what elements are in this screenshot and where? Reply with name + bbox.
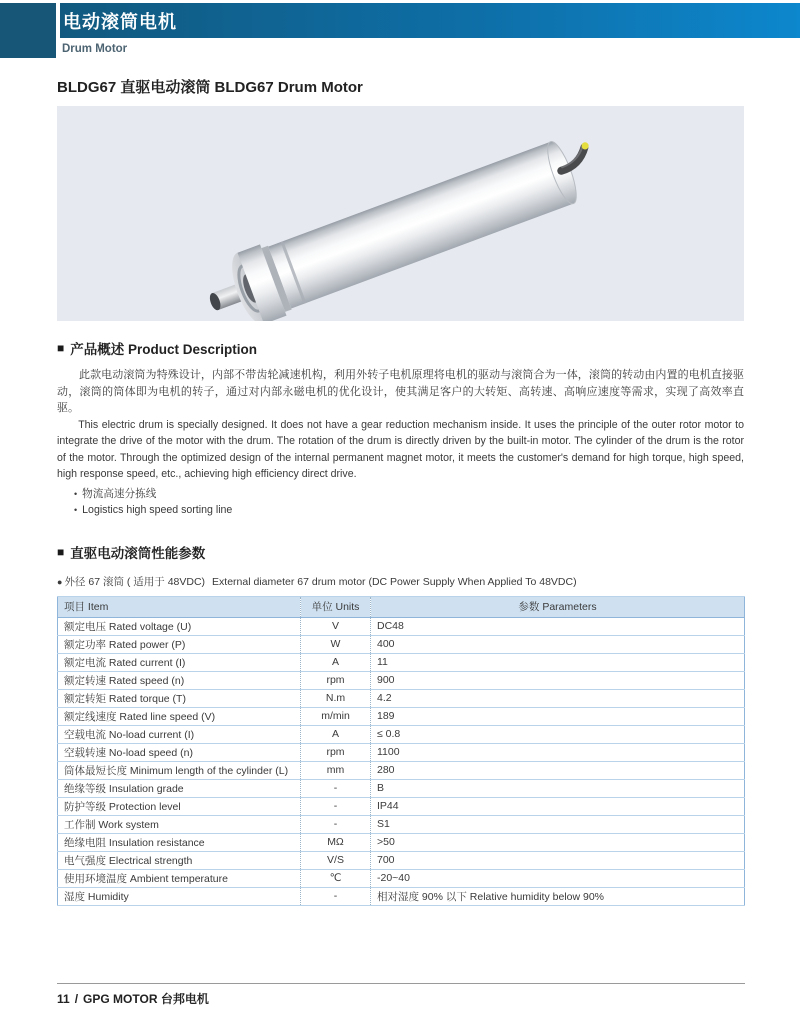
table-row <box>58 617 745 635</box>
cell-params: 400 <box>371 635 745 653</box>
bullet-icon: • <box>74 505 78 515</box>
drum-motor-photo <box>57 106 744 321</box>
bullet-icon: • <box>74 488 78 499</box>
cell-units: N.m <box>301 689 371 707</box>
cell-params: ≤ 0.8 <box>371 725 745 743</box>
page-header-bar <box>60 3 800 38</box>
cell-params: DC48 <box>371 617 745 635</box>
cell-item: 防护等级 Protection level <box>58 797 301 815</box>
drum-motor-illustration <box>57 106 744 321</box>
cell-units: A <box>301 653 371 671</box>
cell-units: MΩ <box>301 833 371 851</box>
section-heading-description <box>57 338 744 358</box>
note-dot-icon: ● <box>57 576 63 587</box>
page-number: 11 <box>57 992 70 1006</box>
list-item-label: 物流高速分拣线 <box>82 487 157 500</box>
cell-params: 189 <box>371 707 745 725</box>
section-heading-specs-label: 直驱电动滚筒性能参数 <box>70 545 206 561</box>
column-header-units: 单位 Units <box>301 596 371 617</box>
list-item-label: Logistics high speed sorting line <box>82 504 233 516</box>
brand-name: GPG MOTOR 台邦电机 <box>83 992 209 1006</box>
cell-item: 筒体最短长度 Minimum length of the cylinder (L) <box>58 761 301 779</box>
cell-units: V <box>301 617 371 635</box>
cell-units: A <box>301 725 371 743</box>
cell-units: - <box>301 815 371 833</box>
cell-units: mm <box>301 761 371 779</box>
cell-units: - <box>301 779 371 797</box>
cell-item: 湿度 Humidity <box>58 887 301 905</box>
cell-item: 额定转矩 Rated torque (T) <box>58 689 301 707</box>
table-row <box>58 887 745 905</box>
cell-params: 1100 <box>371 743 745 761</box>
table-row <box>58 635 745 653</box>
table-row <box>58 743 745 761</box>
cell-item: 额定转速 Rated speed (n) <box>58 671 301 689</box>
section-heading-description-label: 产品概述 Product Description <box>70 342 258 357</box>
table-row <box>58 761 745 779</box>
cell-units: rpm <box>301 743 371 761</box>
cell-params: 280 <box>371 761 745 779</box>
cell-params: S1 <box>371 815 745 833</box>
table-row <box>58 707 745 725</box>
column-header-params: 参数 Parameters <box>371 596 745 617</box>
cell-params: 11 <box>371 653 745 671</box>
list-item <box>74 486 744 503</box>
section-heading-specs <box>57 542 744 562</box>
spec-note-en: External diameter 67 drum motor (DC Power Supply When Applied To 48VDC) <box>212 575 577 588</box>
spec-table-head <box>58 596 745 617</box>
cell-item: 使用环境温度 Ambient temperature <box>58 869 301 887</box>
table-row <box>58 725 745 743</box>
table-row <box>58 869 745 887</box>
cell-item: 绝缘等级 Insulation grade <box>58 779 301 797</box>
table-row <box>58 689 745 707</box>
description-paragraph-en: This electric drum is specially designed. It does not have a gear reduction mechanism inside. It uses the principle of the outer rotor motor to integrate the drive of the motor with the drum. The rotation of the drum is directly driven by the built-in motor. The cylinder of the drum is the rotor of the motor. Through the optimized design of the internal permanent magnet motor, it meets the customer's demand for high torque, high speed, high response speed, etc., achieving high efficiency direct drive. <box>57 418 744 480</box>
cell-item: 额定电压 Rated voltage (U) <box>58 617 301 635</box>
cell-item: 空载转速 No-load speed (n) <box>58 743 301 761</box>
table-row <box>58 779 745 797</box>
cell-units: V/S <box>301 851 371 869</box>
cell-item: 额定线速度 Rated line speed (V) <box>58 707 301 725</box>
page-footer <box>57 983 745 1007</box>
table-row <box>58 797 745 815</box>
cell-params: 700 <box>371 851 745 869</box>
cell-params: 相对湿度 90% 以下 Relative humidity below 90% <box>371 887 745 905</box>
table-row <box>58 653 745 671</box>
cell-params: 900 <box>371 671 745 689</box>
table-row <box>58 833 745 851</box>
cell-units: ℃ <box>301 869 371 887</box>
cell-item: 绝缘电阻 Insulation resistance <box>58 833 301 851</box>
column-header-item: 项目 Item <box>58 596 301 617</box>
description-paragraph-zh: 此款电动滚筒为特殊设计，内部不带齿轮减速机构，利用外转子电机原理将电机的驱动与滚筒合为一体，滚筒的转动由内置的电机直接驱动，滚筒的筒体即为电机的转子，通过对内部永磁电机的优化设计，使其满足客户的大转矩、高转速、高响应速度等需求，实现了高效率直驱。 <box>57 369 744 414</box>
table-row <box>58 671 745 689</box>
cell-units: rpm <box>301 671 371 689</box>
cell-item: 空载电流 No-load current (I) <box>58 725 301 743</box>
cell-params: IP44 <box>371 797 745 815</box>
list-item <box>74 502 744 519</box>
header-accent-block <box>0 3 56 58</box>
footer-separator: / <box>74 992 79 1006</box>
spec-note-zh: 外径 67 滚筒 ( 适用于 48VDC) <box>64 575 206 588</box>
cell-units: - <box>301 797 371 815</box>
cell-units: - <box>301 887 371 905</box>
cell-item: 电气强度 Electrical strength <box>58 851 301 869</box>
cell-item: 工作制 Work system <box>58 815 301 833</box>
section-square-icon: ■ <box>57 341 65 355</box>
page-subtitle: Drum Motor <box>62 43 128 55</box>
table-row <box>58 851 745 869</box>
cell-item: 额定功率 Rated power (P) <box>58 635 301 653</box>
cell-params: B <box>371 779 745 797</box>
product-title: BLDG67 直驱电动滚筒 BLDG67 Drum Motor <box>57 79 363 96</box>
spec-table <box>57 596 745 906</box>
cell-params: >50 <box>371 833 745 851</box>
spec-table-header-row <box>58 596 745 617</box>
section-square-icon: ■ <box>57 544 65 559</box>
cell-units: m/min <box>301 707 371 725</box>
cell-item: 额定电流 Rated current (I) <box>58 653 301 671</box>
page-title: 电动滚筒电机 <box>63 11 177 32</box>
cell-units: W <box>301 635 371 653</box>
table-row <box>58 815 745 833</box>
cell-params: 4.2 <box>371 689 745 707</box>
spec-note <box>57 574 744 589</box>
cell-params: -20~40 <box>371 869 745 887</box>
content-column <box>57 76 744 906</box>
spec-table-body <box>58 617 745 905</box>
application-bullet-list <box>74 486 744 519</box>
